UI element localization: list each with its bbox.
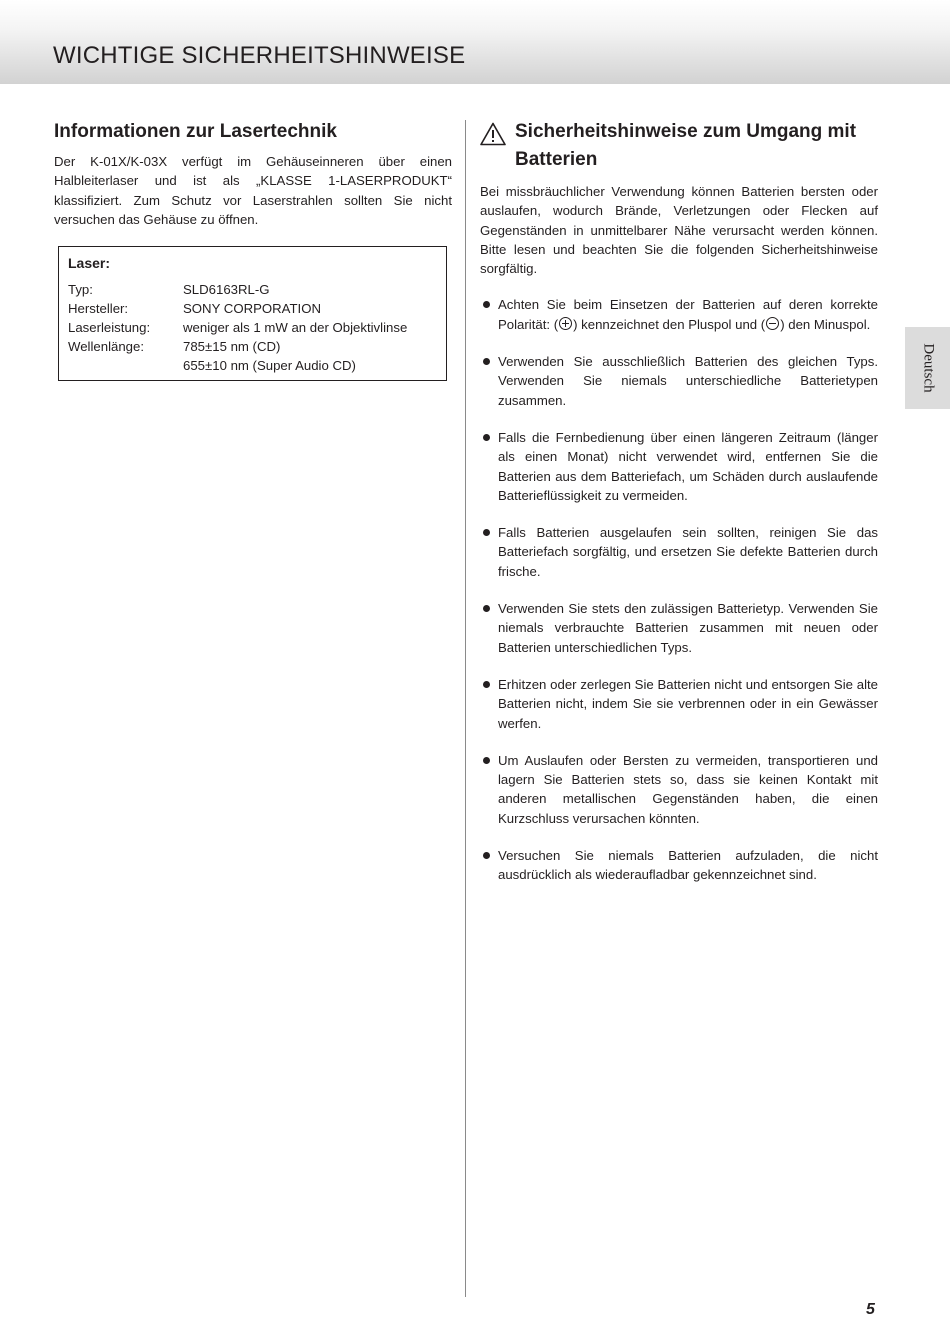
warning-triangle-icon (480, 122, 506, 146)
bullet-icon (483, 605, 490, 612)
bullet-icon (483, 681, 490, 688)
spec-value: 785±15 nm (CD) (183, 339, 281, 354)
spec-label: Typ: (68, 282, 93, 297)
laser-spec-row (68, 280, 270, 299)
spec-label: Hersteller: (68, 301, 129, 316)
bullet-icon (483, 301, 490, 308)
column-divider (465, 120, 466, 1297)
list-item: Verwenden Sie ausschließlich Batterien des gleichen Typs. Verwenden Sie niemals unterschiedliche Batterietypen zusammen. (480, 352, 878, 410)
bullet-icon (483, 529, 490, 536)
language-tab (905, 327, 950, 409)
list-item: Erhitzen oder zerlegen Sie Batterien nicht und entsorgen Sie alte Batterien nicht, indem Sie sie verbrennen oder in ein Gewässer werfen. (480, 675, 878, 733)
page-title: WICHTIGE SICHERHEITSHINWEISE (53, 42, 466, 69)
spec-value: weniger als 1 mW an der Objektivlinse (183, 320, 408, 335)
list-item: Versuchen Sie niemals Batterien aufzuladen, die nicht ausdrücklich als wiederaufladbar gekennzeichnet sind. (480, 846, 878, 885)
list-item: Falls die Fernbedienung über einen längeren Zeitraum (länger als einen Monat) nicht verwendet wird, entfernen Sie die Batterien aus dem Batteriefach, um Schäden durch auslaufende Batterieflüssigkeit zu vermeiden. (480, 428, 878, 505)
battery-heading: Sicherheitshinweise zum Umgang mit Batterien (515, 121, 857, 170)
laser-spec-box (58, 246, 447, 381)
laser-box-title: Laser: (68, 255, 111, 271)
laser-paragraph: Der K-01X/K-03X verfügt im Gehäuseinneren über einen Halbleiterlaser und ist als „KLASSE 1-LASERPRODUKT“ klassifiziert. Zum Schutz vor Laserstrahlen sollten Sie nicht versuchen das Gehäuse zu öffnen. (54, 154, 452, 227)
list-item: Falls Batterien ausgelaufen sein sollten, reinigen Sie das Batteriefach sorgfältig, und ersetzen Sie defekte Batterien durch frische. (480, 523, 878, 581)
page-number: 5 (866, 1301, 875, 1318)
list-item: Achten Sie beim Einsetzen der Batterien auf deren korrekte Polarität: ( ) kennzeichnet den Pluspol und ( ) den Minuspol. (480, 295, 878, 334)
bullet-icon (483, 434, 490, 441)
battery-intro: Bei missbräuchlicher Verwendung können Batterien bersten oder auslaufen, wodurch Brände, Verletzungen oder Flecken auf Gegenständen in unmittelbarer Nähe verursacht werden können. Bitte lesen und beachten Sie die folgenden Sicherheitshinweise sorgfältig. (480, 184, 878, 277)
page-header (0, 0, 950, 84)
spec-label: Laserleistung: (68, 320, 151, 335)
laser-heading: Informationen zur Lasertechnik (54, 121, 337, 142)
list-item: Um Auslaufen oder Bersten zu vermeiden, transportieren und lagern Sie Batterien stets so, dass sie keinen Kontakt mit anderen metallischen Gegenständen haben, die einen Kurzschluss verursachen könnten. (480, 751, 878, 828)
battery-bullet-list (480, 295, 878, 884)
bullet-icon (483, 852, 490, 859)
bullet-icon (483, 358, 490, 365)
language-tab-label: Deutsch (920, 343, 936, 393)
bullet-icon (483, 757, 490, 764)
spec-value: SLD6163RL-G (183, 282, 270, 297)
laser-spec-row (68, 318, 407, 337)
spec-value: 655±10 nm (Super Audio CD) (183, 358, 356, 373)
spec-value: SONY CORPORATION (183, 301, 321, 316)
battery-safety-section (480, 118, 878, 885)
laser-spec-row (68, 356, 356, 375)
laser-info-section (54, 118, 452, 229)
spec-label: Wellenlänge: (68, 339, 145, 354)
minus-pole-icon (766, 317, 779, 330)
laser-spec-row (68, 299, 321, 318)
plus-pole-icon (559, 317, 572, 330)
list-item: Verwenden Sie stets den zulässigen Batterietyp. Verwenden Sie niemals verbrauchte Batterien zusammen mit neuen oder Batterien unterschiedlichen Typs. (480, 599, 878, 657)
laser-spec-row (68, 337, 280, 356)
